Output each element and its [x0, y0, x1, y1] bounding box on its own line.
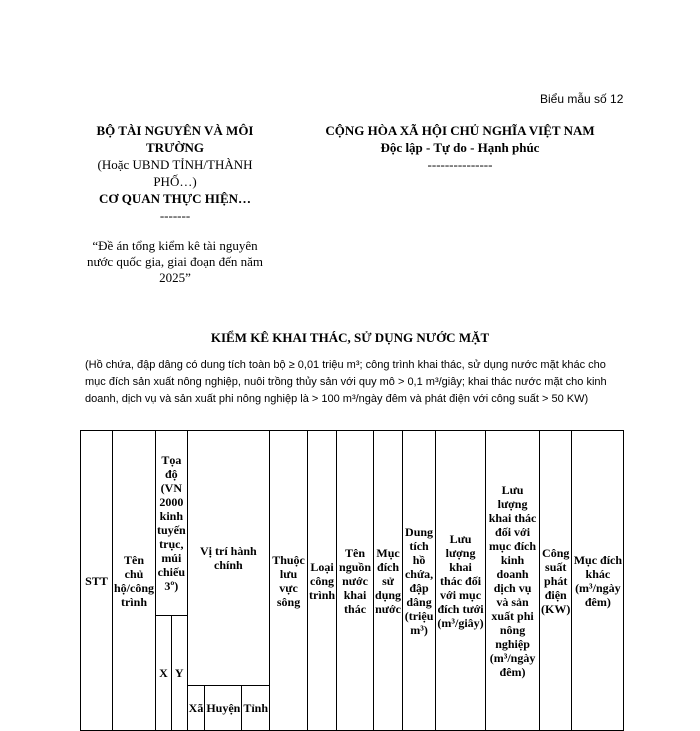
- col-province: Tỉnh: [242, 686, 270, 731]
- col-basin: Thuộc lưu vực sông: [270, 431, 308, 731]
- col-admin-location: Vị trí hành chính: [187, 431, 269, 686]
- alternate-agency: (Hoặc UBND TỈNH/THÀNH PHỐ…): [97, 157, 253, 189]
- form-number: Biểu mẫu số 12: [540, 92, 624, 106]
- col-water-source: Tên nguồn nước khai thác: [337, 431, 374, 731]
- executing-agency: CƠ QUAN THỰC HIỆN…: [98, 191, 252, 206]
- col-stt: STT: [81, 431, 113, 731]
- col-owner: Tên chủ hộ/công trình: [113, 431, 156, 731]
- left-divider: -------: [159, 208, 191, 223]
- scope-note: (Hồ chứa, đập dâng có dung tích toàn bộ ≥ 0,01 triệu m³; công trình khai thác, sử dụng nước mặt khác cho mục đích sản xuất nông nghiệp, nuôi trồng thủy sản với quy mô > 0,1 m³/giây; khai thác nước mặt cho kinh doanh, dịch vụ và sản xuất phi nông nghiệp là > 100 m³/ngày đêm và phát điện với công suất > 50 KW): [85, 359, 607, 405]
- right-divider: ---------------: [427, 157, 493, 172]
- project-name: “Đề án tổng kiểm kê tài nguyên nước quốc gia, giai đoạn đến năm 2025”: [86, 238, 263, 285]
- national-motto: Độc lập - Tự do - Hạnh phúc: [380, 140, 540, 155]
- col-commune: Xã: [187, 686, 205, 731]
- document-title: KIỂM KÊ KHAI THÁC, SỬ DỤNG NƯỚC MẶT: [210, 330, 490, 345]
- ministry-name: BỘ TÀI NGUYÊN VÀ MÔI TRƯỜNG: [96, 123, 254, 155]
- col-y: Y: [171, 616, 187, 731]
- col-other-purpose: Mục đích khác (m³/ngày đêm): [572, 431, 624, 731]
- inventory-table: [80, 430, 624, 731]
- col-irrigation-flow: Lưu lượng khai thác đối với mục đích tưới (m³/giây): [436, 431, 486, 731]
- col-purpose: Mục đích sử dụng nước: [374, 431, 403, 731]
- issuing-agency-header: [80, 122, 270, 224]
- col-district: Huyện: [205, 686, 242, 731]
- col-power: Công suất phát điện (KW): [540, 431, 572, 731]
- country-name: CỘNG HÒA XÃ HỘI CHỦ NGHĨA VIỆT NAM: [325, 123, 595, 138]
- col-x: X: [156, 616, 172, 731]
- national-header: [300, 122, 620, 173]
- col-capacity: Dung tích hồ chứa, đập dâng (triệu m³): [403, 431, 436, 731]
- col-work-type: Loại công trình: [308, 431, 337, 731]
- col-business-flow: Lưu lượng khai thác đối với mục đích kinh doanh dịch vụ và sản xuất phi nông nghiệp (m³/ngày đêm): [486, 431, 540, 731]
- col-coordinates: Tọa độ (VN 2000 kinh tuyến trục, múi chiếu 3º): [156, 431, 188, 616]
